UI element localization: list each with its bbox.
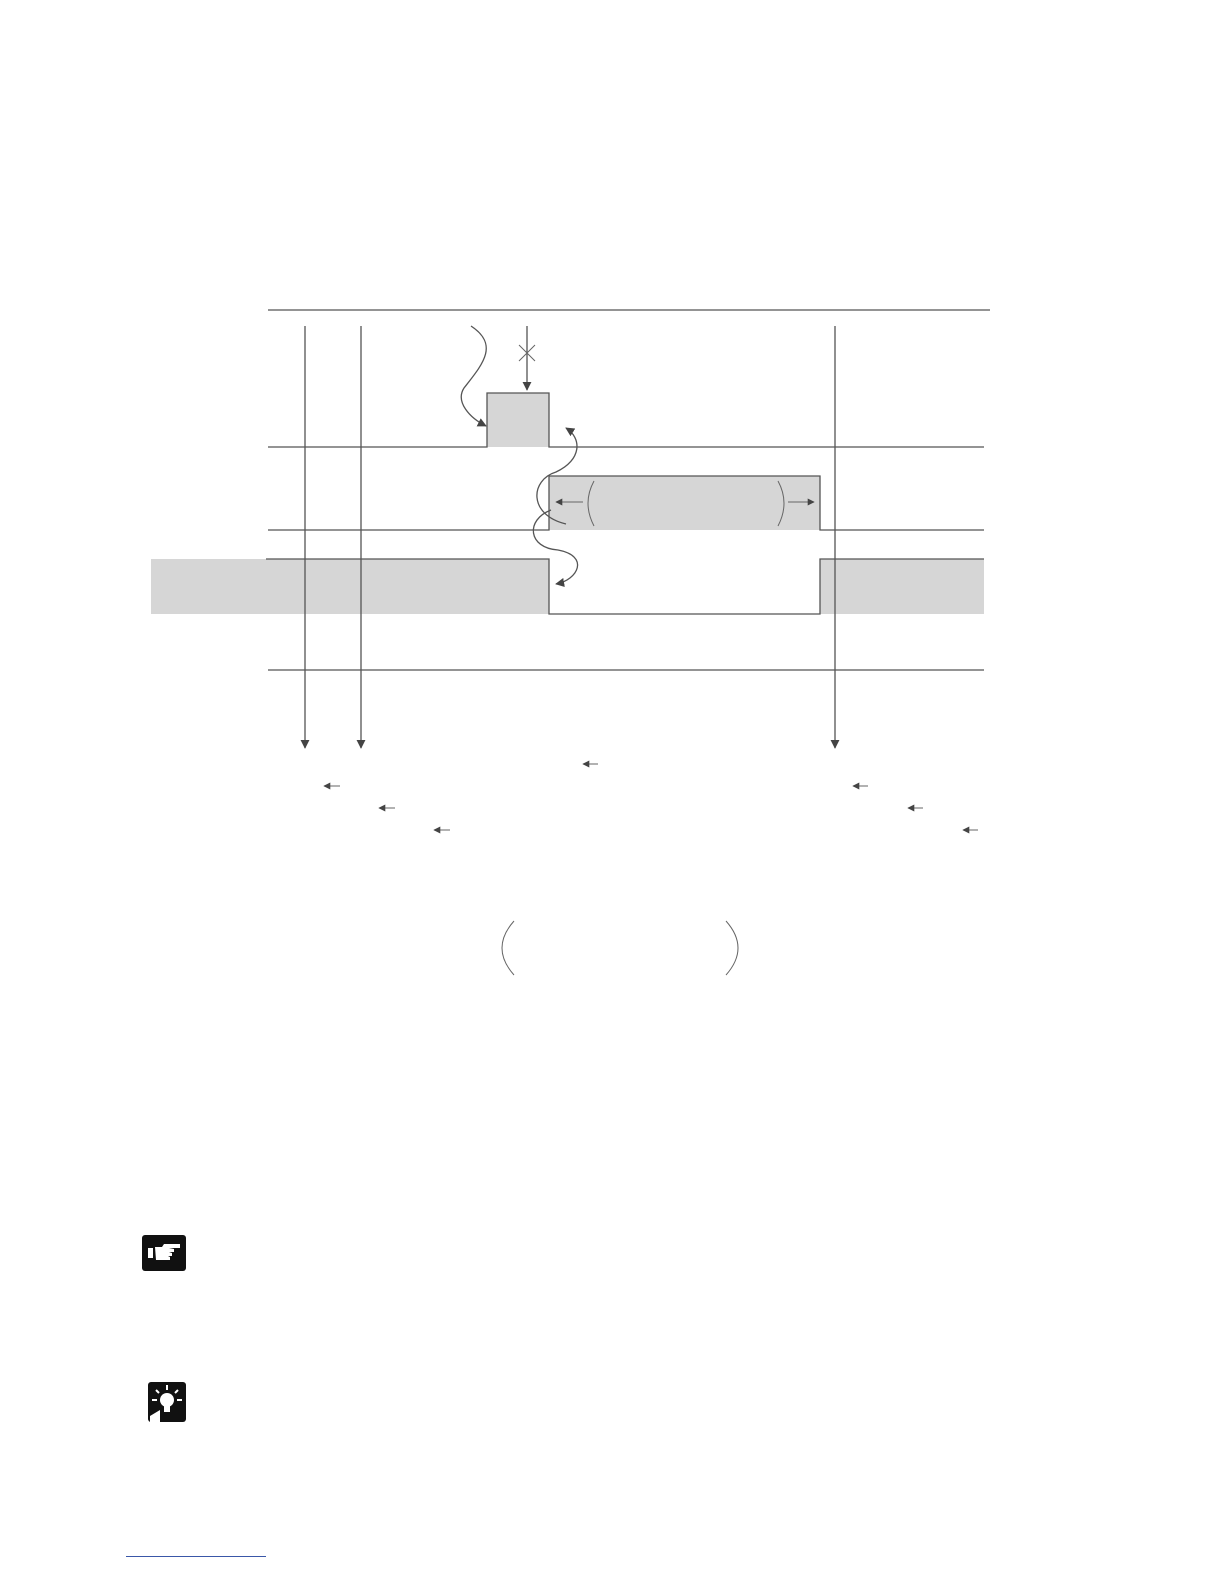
pointing-hand-icon [142, 1235, 186, 1269]
rx-flag-on-area [487, 393, 549, 447]
cleared-paren-right [726, 921, 738, 975]
cr-to-flag-curve [461, 326, 486, 426]
cleared-paren-left [502, 921, 514, 975]
tip-bulb-icon [148, 1382, 192, 1416]
tx-flag-on-area-1 [151, 559, 549, 614]
tx-flag-on-area-2 [820, 559, 984, 614]
write-pointers [324, 764, 978, 830]
rx-flag-waveform [268, 393, 984, 447]
footnote-rule [126, 1556, 266, 1557]
